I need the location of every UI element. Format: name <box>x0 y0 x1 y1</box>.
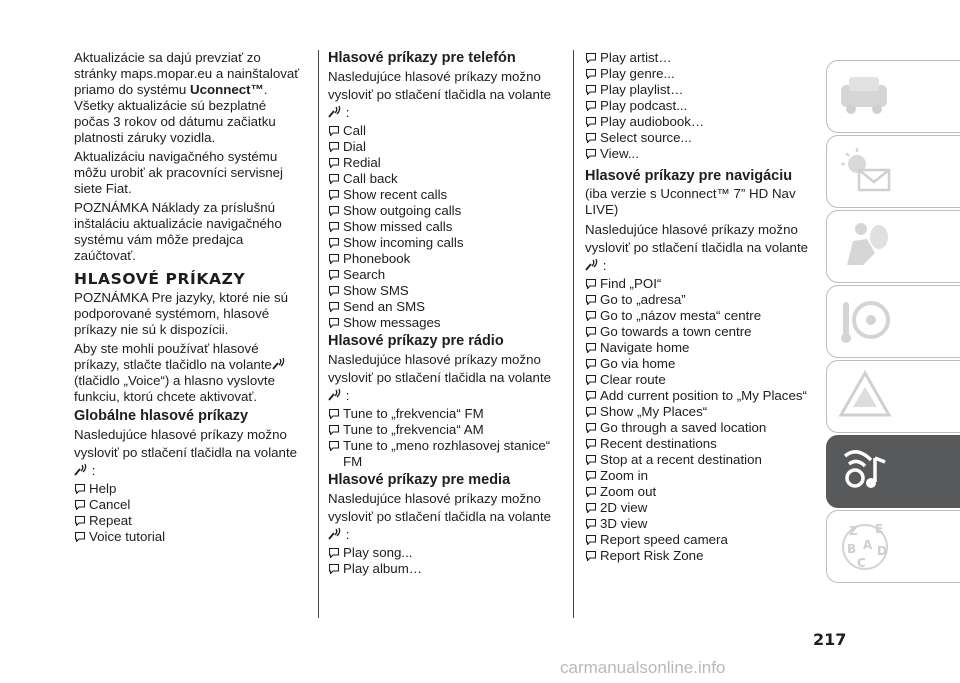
command-item <box>585 66 813 82</box>
speech-bubble-icon <box>586 133 596 143</box>
speech-bubble-icon <box>586 407 596 417</box>
speech-bubble-icon <box>586 391 596 401</box>
speech-bubble-icon <box>586 279 596 289</box>
note-costs: POZNÁMKA Náklady za príslušnú inštaláciu aktualizácie navigačného systému vám môže predajca zaúčtovať. <box>74 200 282 263</box>
command-text: Tune to „frekvencia“ FM <box>343 406 484 421</box>
column-divider <box>573 50 574 618</box>
speech-bubble-icon <box>329 254 339 264</box>
command-item <box>328 251 556 267</box>
tab-warning-lights[interactable] <box>826 135 960 208</box>
command-text: Go to „adresa” <box>600 292 686 307</box>
command-text: Voice tutorial <box>89 529 166 544</box>
column-divider <box>318 50 319 618</box>
speech-bubble-icon <box>75 484 85 494</box>
command-item <box>585 468 813 484</box>
command-text: Report Risk Zone <box>600 548 704 563</box>
command-item <box>328 139 556 155</box>
command-text: Tune to „meno rozhlasovej stanice“ FM <box>343 438 551 469</box>
speech-bubble-icon <box>329 238 339 248</box>
command-item <box>585 516 813 532</box>
command-item <box>328 267 556 283</box>
command-item <box>585 308 813 324</box>
radio-commands-intro: Nasledujúce hlasové príkazy možno vysloviť po stlačení tlačidla na volante : <box>328 352 552 403</box>
command-text: Show messages <box>343 315 441 330</box>
voice-button-icon <box>74 463 88 477</box>
command-item <box>585 114 813 130</box>
command-text: Call <box>343 123 366 138</box>
speech-bubble-icon <box>586 487 596 497</box>
speech-bubble-icon <box>329 126 339 136</box>
column-2 <box>328 50 556 579</box>
voice-button-icon <box>328 527 342 541</box>
command-text: 3D view <box>600 516 648 531</box>
command-text: Play song... <box>343 545 413 560</box>
command-text: Zoom out <box>600 484 657 499</box>
speech-bubble-icon <box>586 471 596 481</box>
speech-bubble-icon <box>586 85 596 95</box>
navigation-commands-list <box>585 276 813 564</box>
command-text: Go through a saved location <box>600 420 767 435</box>
speech-bubble-icon <box>329 158 339 168</box>
breakdown-triangle-icon <box>835 367 895 425</box>
command-text: Send an SMS <box>343 299 426 314</box>
tab-dashboard[interactable] <box>826 60 960 133</box>
command-text: Go via home <box>600 356 676 371</box>
command-item <box>74 481 302 497</box>
command-item <box>585 324 813 340</box>
command-item <box>585 500 813 516</box>
command-item <box>585 82 813 98</box>
speech-bubble-icon <box>75 516 85 526</box>
command-text: View... <box>600 146 639 161</box>
speech-bubble-icon <box>586 311 596 321</box>
speech-bubble-icon <box>586 535 596 545</box>
voice-button-icon <box>585 258 599 272</box>
command-text: Redial <box>343 155 381 170</box>
command-text: Recent destinations <box>600 436 717 451</box>
command-item <box>585 372 813 388</box>
command-item <box>585 340 813 356</box>
command-text: Show recent calls <box>343 187 448 202</box>
speech-bubble-icon <box>586 423 596 433</box>
speech-bubble-icon <box>329 190 339 200</box>
airbag-safety-icon <box>835 217 895 275</box>
command-item <box>585 276 813 292</box>
speech-bubble-icon <box>586 503 596 513</box>
command-item <box>585 532 813 548</box>
media-commands-list-continued <box>585 50 813 162</box>
speech-bubble-icon <box>586 69 596 79</box>
command-text: Report speed camera <box>600 532 728 547</box>
phone-commands-intro: Nasledujúce hlasové príkazy možno vysloviť po stlačení tlačidla na volante : <box>328 69 552 120</box>
speech-bubble-icon <box>586 439 596 449</box>
command-item <box>74 513 302 529</box>
command-item <box>328 219 556 235</box>
command-item <box>328 545 556 561</box>
speech-bubble-icon <box>329 425 339 435</box>
command-item <box>328 406 556 422</box>
command-item <box>585 388 813 404</box>
command-text: Dial <box>343 139 366 154</box>
tab-emergency[interactable] <box>826 360 960 433</box>
navigation-commands-title: Hlasové príkazy pre navigáciu <box>585 168 793 184</box>
navigation-commands-intro: Nasledujúce hlasové príkazy možno vysloviť po stlačení tlačidla na volante : <box>585 222 809 273</box>
command-item <box>328 187 556 203</box>
speech-bubble-icon <box>329 222 339 232</box>
speech-bubble-icon <box>586 117 596 127</box>
media-commands-intro: Nasledujúce hlasové príkazy možno vysloviť po stlačení tlačidla na volante : <box>328 491 552 542</box>
voice-button-icon <box>272 357 286 371</box>
voice-button-icon <box>328 388 342 402</box>
key-steering-icon <box>835 292 895 350</box>
command-item <box>585 548 813 564</box>
command-item <box>585 452 813 468</box>
voice-button-icon <box>328 105 342 119</box>
command-text: Show SMS <box>343 283 409 298</box>
command-text: Clear route <box>600 372 666 387</box>
media-commands-title: Hlasové príkazy pre media <box>328 472 511 488</box>
speech-bubble-icon <box>586 455 596 465</box>
command-item <box>585 146 813 162</box>
command-item <box>74 529 302 545</box>
speech-bubble-icon <box>586 343 596 353</box>
note-languages: POZNÁMKA Pre jazyky, ktoré nie sú podporované systémom, hlasové príkazy nie sú k dispozícii. <box>74 290 289 337</box>
column-3 <box>585 50 813 566</box>
command-text: Add current position to „My Places“ <box>600 388 807 403</box>
speech-bubble-icon <box>329 142 339 152</box>
svg-text:D: D <box>877 544 887 558</box>
speech-bubble-icon <box>586 101 596 111</box>
command-text: Play artist… <box>600 50 672 65</box>
command-text: Show outgoing calls <box>343 203 462 218</box>
speech-bubble-icon <box>586 295 596 305</box>
svg-text:A: A <box>863 538 873 552</box>
paragraph-updates: Aktualizácie sa dajú prevziať zo stránky maps.mopar.eu a nainštalovať priamo do systému Uconnect™. Všetky aktualizácie sú bezplatné počas 3 rokov od dátumu začiatku platnosti záruky vozidla. <box>74 50 300 145</box>
speech-bubble-icon <box>329 174 339 184</box>
paragraph-voice-usage: Aby ste mohli používať hlasové príkazy, stlačte tlačidlo na volante (tlačidlo „Voice“) a hlasno vyslovte funkciu, ktorú chcete aktivovať. <box>74 341 302 405</box>
command-item <box>585 50 813 66</box>
chapter-tabs <box>826 60 960 585</box>
command-item <box>328 422 556 438</box>
radio-commands-title: Hlasové príkazy pre rádio <box>328 333 504 349</box>
command-item <box>328 283 556 299</box>
command-item <box>328 299 556 315</box>
command-item <box>328 561 556 577</box>
global-commands-intro: Nasledujúce hlasové príkazy možno vysloviť po stlačení tlačidla na volante : <box>74 427 298 478</box>
command-item <box>585 436 813 452</box>
command-item <box>585 404 813 420</box>
speech-bubble-icon <box>329 409 339 419</box>
command-text: Play podcast... <box>600 98 688 113</box>
speech-bubble-icon <box>329 318 339 328</box>
command-text: Go towards a town centre <box>600 324 752 339</box>
command-text: Repeat <box>89 513 132 528</box>
speech-bubble-icon <box>586 53 596 63</box>
command-item <box>328 235 556 251</box>
global-commands-list <box>74 481 302 545</box>
command-text: Play audiobook… <box>600 114 705 129</box>
command-item <box>328 203 556 219</box>
speech-bubble-icon <box>586 375 596 385</box>
command-item <box>585 356 813 372</box>
command-text: Play genre... <box>600 66 675 81</box>
command-item <box>585 98 813 114</box>
command-text: Show missed calls <box>343 219 453 234</box>
command-text: Show „My Places“ <box>600 404 708 419</box>
svg-text:B: B <box>847 542 857 556</box>
command-item <box>585 484 813 500</box>
tab-multimedia[interactable] <box>826 435 960 508</box>
speech-bubble-icon <box>329 302 339 312</box>
command-item <box>74 497 302 513</box>
speech-bubble-icon <box>586 327 596 337</box>
tab-index[interactable] <box>826 510 960 583</box>
speech-bubble-icon <box>586 149 596 159</box>
tab-starting-driving[interactable] <box>826 285 960 358</box>
command-text: Call back <box>343 171 398 186</box>
speech-bubble-icon <box>586 359 596 369</box>
speech-bubble-icon <box>329 441 339 451</box>
speech-bubble-icon <box>75 532 85 542</box>
command-item <box>328 123 556 139</box>
tab-safety[interactable] <box>826 210 960 283</box>
section-heading: HLASOVÉ PRÍKAZY <box>74 270 246 288</box>
speech-bubble-icon <box>329 286 339 296</box>
command-text: Navigate home <box>600 340 690 355</box>
command-text: Find „POI“ <box>600 276 662 291</box>
command-text: Show incoming calls <box>343 235 464 250</box>
command-text: Search <box>343 267 386 282</box>
media-commands-list <box>328 545 556 577</box>
navigation-version-note: (iba verzie s Uconnect™ 7” HD Nav LIVE) <box>585 186 796 217</box>
command-text: Help <box>89 481 117 496</box>
command-text: Select source... <box>600 130 692 145</box>
command-text: Play playlist… <box>600 82 684 97</box>
command-text: Phonebook <box>343 251 411 266</box>
speech-bubble-icon <box>75 500 85 510</box>
command-item <box>585 292 813 308</box>
index-letters-icon <box>835 517 895 575</box>
multimedia-icon <box>835 442 895 500</box>
phone-commands-list <box>328 123 556 331</box>
column-1 <box>74 50 302 547</box>
brand-name: Uconnect™ <box>190 82 264 97</box>
speech-bubble-icon <box>329 564 339 574</box>
command-item <box>328 315 556 331</box>
speech-bubble-icon <box>586 519 596 529</box>
command-item <box>585 130 813 146</box>
command-text: 2D view <box>600 500 648 515</box>
watermark: carmanualsonline.info <box>560 658 726 677</box>
command-item <box>328 171 556 187</box>
warning-lights-icon <box>835 142 895 200</box>
speech-bubble-icon <box>586 551 596 561</box>
phone-commands-title: Hlasové príkazy pre telefón <box>328 50 516 66</box>
svg-text:E: E <box>875 522 884 536</box>
radio-commands-list <box>328 406 556 470</box>
speech-bubble-icon <box>329 270 339 280</box>
paragraph-dealer-update: Aktualizáciu navigačného systému môžu urobiť ak pracovníci servisnej siete Fiat. <box>74 149 283 196</box>
svg-text:C: C <box>857 556 866 570</box>
command-item <box>328 438 556 470</box>
command-text: Zoom in <box>600 468 649 483</box>
car-dashboard-icon <box>835 67 895 125</box>
global-commands-title: Globálne hlasové príkazy <box>74 408 249 424</box>
command-item <box>328 155 556 171</box>
speech-bubble-icon <box>329 548 339 558</box>
command-text: Stop at a recent destination <box>600 452 762 467</box>
page-number: 217 <box>813 630 847 649</box>
command-text: Play album… <box>343 561 423 576</box>
command-item <box>585 420 813 436</box>
command-text: Tune to „frekvencia“ AM <box>343 422 484 437</box>
command-text: Cancel <box>89 497 131 512</box>
svg-text:Z: Z <box>849 524 858 538</box>
speech-bubble-icon <box>329 206 339 216</box>
command-text: Go to „názov mesta“ centre <box>600 308 762 323</box>
